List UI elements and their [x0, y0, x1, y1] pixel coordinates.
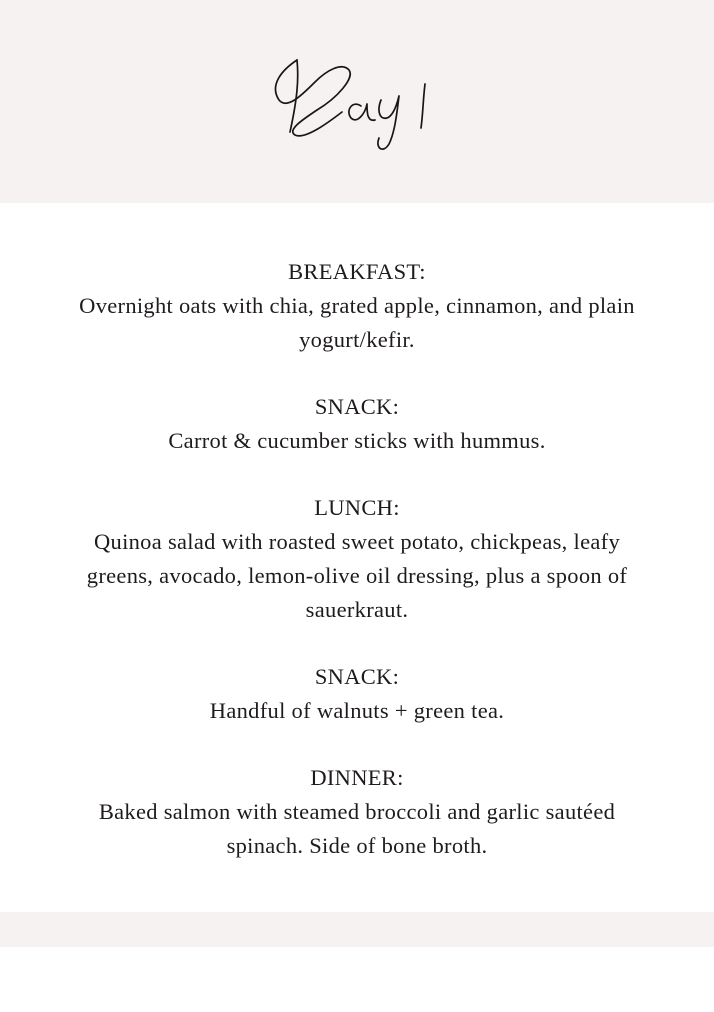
meal-snack-morning — [60, 390, 654, 458]
footer-band — [0, 912, 714, 947]
meal-description: Handful of walnuts + green tea. — [209, 698, 505, 723]
meal-breakfast — [60, 255, 654, 357]
meal-description: Carrot & cucumber sticks with hummus. — [168, 428, 546, 453]
meal-description: Baked salmon with steamed broccoli and garlic sautéed spinach. Side of bone broth. — [98, 799, 616, 858]
meal-snack-afternoon — [60, 660, 654, 728]
meal-label: SNACK: — [314, 664, 400, 689]
page-title — [0, 40, 714, 160]
meal-description: Overnight oats with chia, grated apple, cinnamon, and plain yogurt/kefir. — [79, 293, 635, 352]
meal-plan — [60, 255, 654, 896]
day-title-script-icon — [257, 40, 457, 160]
meal-label: DINNER: — [310, 765, 404, 790]
header-band — [0, 0, 714, 203]
meal-lunch — [60, 491, 654, 627]
meal-description: Quinoa salad with roasted sweet potato, chickpeas, leafy greens, avocado, lemon-olive oil dressing, plus a spoon of sauerkraut. — [86, 529, 628, 622]
meal-label: LUNCH: — [314, 495, 400, 520]
meal-label: SNACK: — [314, 394, 400, 419]
meal-label: BREAKFAST: — [288, 259, 426, 284]
meal-dinner — [60, 761, 654, 863]
